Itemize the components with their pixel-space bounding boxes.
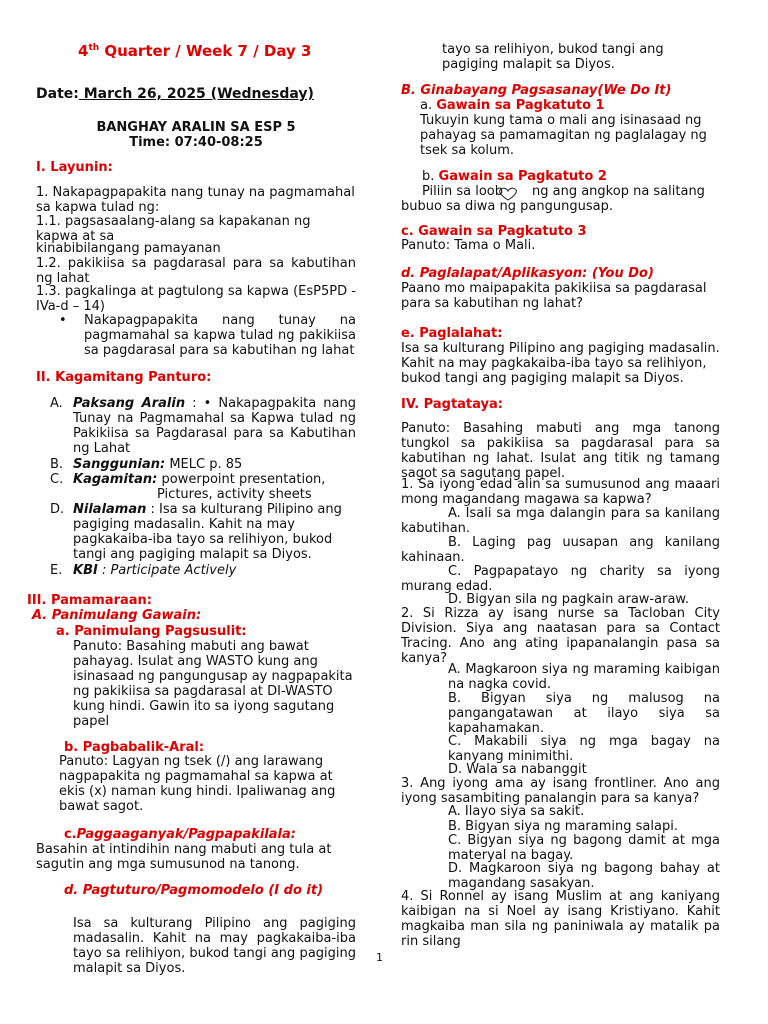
paglalahat-text: Isa sa kulturang Pilipino ang pagiging madasalin. Kahit na may pagkakaiba-iba tayo sa relihiyon, bukod tangi ang pagiging malapit sa Diyos. bbox=[401, 341, 720, 386]
list-letter-e: E. bbox=[50, 563, 63, 578]
question-1-option-b: B. Laging pag uusapan ang kanilang kahinaan. bbox=[401, 535, 720, 565]
date-line: Date: March 26, 2025 (Wednesday) bbox=[36, 86, 314, 102]
layunin-bullet-text: Nakapagpapakita nang tunay na pagmamahal sa kapwa tulad ng pakikiisa sa pagdarasal para sa kabutihan ng lahat bbox=[84, 313, 356, 358]
kagamitan-materials: Kagamitan: powerpoint presentation, bbox=[73, 472, 326, 487]
question-2-option-b: B. Bigyan siya ng malusog na pangangatawan at ilayo siya sa kapahamakan. bbox=[448, 691, 720, 736]
list-letter-c: C. bbox=[50, 472, 64, 487]
paglalapat-text: Paano mo maipapakita pakikiisa sa pagdarasal para sa kabutihan ng lahat? bbox=[401, 281, 707, 311]
question-3-option-c: C. Bigyan siya ng bagong damit at mga materyal na bagay. bbox=[448, 833, 720, 863]
panimulang-pagsusulit-heading: a. Panimulang Pagsusulit: bbox=[56, 624, 247, 639]
nilalaman: Nilalaman : Isa sa kulturang Pilipino ang pagiging madasalin. Kahit na may pagkakaiba-iba tayo sa relihiyon, bukod tangi ang pagiging malapit sa Diyos. bbox=[73, 502, 342, 562]
layunin-item-1-1: 1.1. pagsasaalang-alang sa kapakanan ng kapwa at sa bbox=[36, 214, 311, 244]
layunin-item-1-1-cont: kinabibilangang pamayanan bbox=[36, 241, 221, 256]
list-letter-d: D. bbox=[50, 502, 65, 517]
question-1-option-d: D. Bigyan sila ng pagkain araw-araw. bbox=[448, 592, 689, 607]
pamamaraan-heading: III. Pamamaraan: bbox=[27, 593, 152, 608]
pagtuturo-text-cont: tayo sa relihiyon, bukod tangi ang pagiging malapit sa Diyos. bbox=[442, 42, 664, 72]
gawain-3-heading: c. Gawain sa Pagkatuto 3 bbox=[401, 224, 587, 239]
kagamitan-materials-cont: Pictures, activity sheets bbox=[157, 487, 312, 502]
gawain-2-heading: b. Gawain sa Pagkatuto 2 bbox=[422, 169, 607, 184]
panimulang-pagsusulit-text: Panuto: Basahing mabuti ang bawat pahayag. Isulat ang WASTO kung ang isinasaad ng pangungusap ay nagpapakita ng pakikiisa sa pagdarasal at DI-WASTO kung hindi. Gawin ito sa iyong sagutang papel bbox=[73, 639, 353, 729]
pagbabalik-aral-text: Panuto: Lagyan ng tsek (/) ang larawang nagpapakita ng pagmamahal sa kapwa at ekis (x) naman kung hindi. Ipaliwanag ang bawat sagot. bbox=[59, 754, 336, 814]
question-2-option-c: C. Makabili siya ng mga bagay na kanyang minimithi. bbox=[448, 734, 720, 764]
question-3-option-b: B. Bigyan siya ng maraming salapi. bbox=[448, 819, 678, 834]
gawain-2-text-c: bubuo sa diwa ng pangungusap. bbox=[401, 199, 613, 214]
pagtuturo-heading: d. Pagtuturo/Pagmomodelo (I do it) bbox=[64, 883, 324, 898]
question-3: 3. Ang iyong ama ay isang frontliner. Ano ang iyong sasambiting panalangin para sa kanya? bbox=[401, 776, 720, 806]
gawain-2-text-a: Piliin sa loob bbox=[422, 184, 504, 199]
question-3-option-a: A. Ilayo siya sa sakit. bbox=[448, 804, 585, 819]
question-1: 1. Sa iyong edad alin sa sumusunod ang maaari mong magandang magawa sa kapwa? bbox=[401, 477, 720, 507]
layunin-item-1: 1. Nakapagpapakita nang tunay na pagmamahal sa kapwa tulad ng: bbox=[36, 185, 355, 215]
layunin-item-1-3: 1.3. pagkalinga at pagtulong sa kapwa (EsP5PD - IVa-d – 14) bbox=[36, 284, 356, 314]
kbi: KBI : Participate Actively bbox=[73, 563, 237, 578]
ginabayang-pagsasanay-heading: B. Ginabayang Pagsasanay(We Do It) bbox=[401, 83, 672, 98]
layunin-item-1-2: 1.2. pakikiisa sa pagdarasal para sa kabutihan ng lahat bbox=[36, 256, 356, 286]
pagtataya-instructions: Panuto: Basahing mabuti ang mga tanong tungkol sa pakikiisa sa pagdarasal para sa kabutihan ng lahat. Isulat ang titik ng tamang sagot sa sagutang papel. bbox=[401, 421, 720, 481]
pagbabalik-aral-heading: b. Pagbabalik-Aral: bbox=[64, 740, 205, 755]
right-column bbox=[384, 0, 768, 1024]
question-4: 4. Si Ronnel ay isang Muslim at ang kaniyang kaibigan na si Noel ay isang Kristiyano. Kahit magkaiba man sila ng paniniwala ay matalik pa rin silang bbox=[401, 889, 720, 949]
pagtuturo-text: Isa sa kulturang Pilipino ang pagiging madasalin. Kahit na may pagkakaiba-iba tayo sa relihiyon, bukod tangi ang pagiging malapit sa Diyos. bbox=[73, 916, 356, 976]
gawain-1-text: Tukuyin kung tama o mali ang isinasaad ng pahayag sa pamamagitan ng paglalagay ng tsek sa kolum. bbox=[420, 113, 707, 158]
paglalahat-heading: e. Paglalahat: bbox=[401, 326, 503, 341]
pagtataya-heading: IV. Pagtataya: bbox=[401, 397, 503, 412]
panimulang-gawain-heading: A. Panimulang Gawain: bbox=[32, 608, 202, 623]
layunin-heading: I. Layunin: bbox=[36, 160, 113, 175]
paksang-aralin: Paksang Aralin : • Nakapagpakita nang Tunay na Pagmamahal sa Kapwa tulad ng Pakikiisa sa Pagdarasal para sa Kabutihan ng Lahat bbox=[73, 396, 357, 456]
question-2: 2. Si Rizza ay isang nurse sa Tacloban City Division. Siya ang naatasan para sa Contact Tracing. Ano ang ating ipapanalangin pasa sa kanya? bbox=[401, 606, 720, 666]
sanggunian: Sanggunian: MELC p. 85 bbox=[73, 457, 243, 472]
lesson-title: BANGHAY ARALIN SA ESP 5 bbox=[96, 120, 296, 135]
question-1-option-a: A. Isali sa mga dalangin para sa kanilang kabutihan. bbox=[401, 506, 720, 536]
question-1-option-c: C. Pagpapatayo ng charity sa iyong murang edad. bbox=[401, 564, 720, 594]
page-number: 1 bbox=[376, 951, 383, 964]
lesson-time: Time: 07:40-08:25 bbox=[129, 135, 263, 150]
pagganyak-heading: c.Paggaaganyak/Pagpapakilala: bbox=[64, 827, 296, 842]
question-3-option-d: D. Magkaroon siya ng bagong bahay at magandang sasakyan. bbox=[448, 861, 720, 891]
question-2-option-d: D. Wala sa nabanggit bbox=[448, 762, 587, 777]
gawain-3-text: Panuto: Tama o Mali. bbox=[401, 238, 536, 253]
list-letter-a: A. bbox=[50, 396, 63, 411]
question-2-option-a: A. Magkaroon siya ng maraming kaibigan na nagka covid. bbox=[448, 662, 720, 692]
paglalapat-heading: d. Paglalapat/Aplikasyon: (You Do) bbox=[401, 266, 654, 281]
gawain-1-heading: a. Gawain sa Pagkatuto 1 bbox=[420, 98, 605, 113]
gawain-2-text-b: ng ang angkop na salitang bbox=[532, 184, 705, 199]
bullet-icon: • bbox=[59, 313, 67, 328]
list-letter-b: B. bbox=[50, 457, 64, 472]
quarter-heading: 4th Quarter / Week 7 / Day 3 bbox=[78, 42, 312, 60]
pagganyak-text: Basahin at intindihin nang mabuti ang tula at sagutin ang mga sumusunod na tanong. bbox=[36, 842, 332, 872]
kagamitan-heading: II. Kagamitang Panturo: bbox=[36, 370, 212, 385]
